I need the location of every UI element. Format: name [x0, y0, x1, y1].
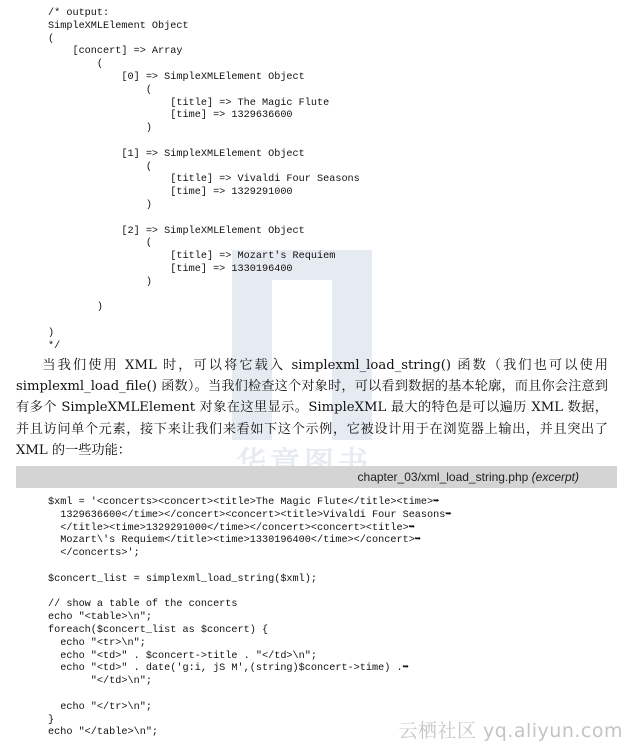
code-line: [0] => SimpleXMLElement Object [48, 71, 305, 83]
code-line: } [48, 714, 55, 726]
code-line: </concerts>'; [48, 548, 140, 560]
code-line: $concert_list = simplexml_load_string($xml); [48, 573, 317, 585]
code-line: [title] => The Magic Flute [48, 97, 330, 109]
code-line: ( [48, 161, 152, 173]
code-line: [2] => SimpleXMLElement Object [48, 225, 305, 237]
code-line: ( [48, 33, 55, 45]
code-line: ) [48, 199, 152, 211]
code-line: "</td>\n"; [48, 676, 152, 688]
code-line: [concert] => Array [48, 46, 183, 58]
code-line: Mozart\'s Requiem</title><time>1330196400</time></concert>➥ [48, 535, 421, 547]
code-line: echo "<tr>\n"; [48, 637, 146, 649]
code-line: // show a table of the concerts [48, 599, 238, 611]
code-line: ) [48, 123, 152, 135]
code-line: echo "<td>" . $concert->title . "</td>\n"; [48, 650, 317, 662]
code-line: 1329636600</time></concert><concert><title>Vivaldi Four Seasons➥ [48, 509, 452, 521]
code-line: echo "<td>" . date('g:i, jS M',(string)$concert->time) .➥ [48, 663, 409, 675]
code-line: foreach($concert_list as $concert) { [48, 624, 269, 636]
code-line: [title] => Mozart's Requiem [48, 251, 336, 263]
code-line: [1] => SimpleXMLElement Object [48, 148, 305, 160]
code-line: $xml = '<concerts><concert><title>The Magic Flute</title><time>➥ [48, 497, 440, 508]
body-paragraph: 当我们使用 XML 时，可以将它载入 simplexml_load_string() 函数（我们也可以使用 simplexml_load_file() 函数）。当我们检查这个对象时，可以看到数据的基本轮廓，而且你会注意到有多个 SimpleXMLElement 对象在这里显示。SimpleXML 最大的特色是可以遍历 XML 数据，并且访问单个元素，接下来让我们来看如下这个示例，它被设计用于在浏览器上输出，并且突出了 XML 的一些功能： [16, 358, 608, 458]
output-code-block [48, 8, 360, 354]
code-line: /* output: [48, 8, 110, 19]
code-line: ( [48, 238, 152, 250]
code-line: ( [48, 59, 104, 71]
code-line: echo "</tr>\n"; [48, 701, 152, 713]
code-line: SimpleXMLElement Object [48, 20, 189, 32]
publisher-watermark-text: 华章图书 [236, 446, 372, 481]
php-code-listing [48, 497, 452, 740]
code-line: [time] => 1330196400 [48, 263, 293, 275]
code-line: */ [48, 340, 61, 352]
body-text [16, 355, 608, 461]
listing-file-path: chapter_03/xml_load_string.php [357, 470, 529, 484]
code-line: echo "<table>\n"; [48, 612, 152, 624]
site-watermark: 云栖社区 yq.aliyun.com [398, 720, 623, 742]
listing-excerpt-note: (excerpt) [531, 470, 579, 484]
code-line: [time] => 1329291000 [48, 187, 293, 199]
code-line: [title] => Vivaldi Four Seasons [48, 174, 360, 186]
code-line: </title><time>1329291000</time></concert><concert><title>➥ [48, 522, 415, 534]
code-line: ) [48, 276, 152, 288]
code-line: echo "</table>\n"; [48, 727, 159, 739]
code-line: ) [48, 302, 104, 314]
code-line: ( [48, 84, 152, 96]
listing-caption-bar [16, 466, 617, 488]
code-line: [time] => 1329636600 [48, 110, 293, 122]
code-line: ) [48, 327, 55, 339]
